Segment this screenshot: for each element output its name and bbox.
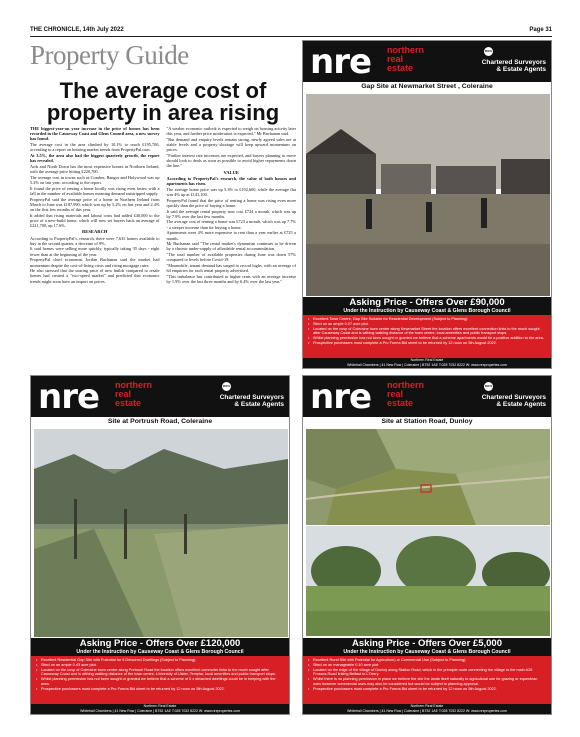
feature-item: • Located on the cusp of Coleraine town centre along Newmarket Street the location offers excellent connection links to the much sought after Causeway Coast and is withing walking distance of the town centre, local amenities and public transport stops. (313, 327, 545, 337)
feature-item: • Prospective purchasers must complete a Pro Forma Bid sheet to be returned by 12 noon on 5th August 2022. (313, 341, 545, 346)
article-paragraph: It found the price of renting a home locally was rising even faster, with a fall in the number of available homes meaning demand outstripped supply. (30, 185, 160, 196)
agent-footer (303, 358, 551, 368)
article-paragraph: Mr Buchanan said "The rental market's dynamism continues to be driven by a chronic under-supply of affordable rental accommodation. (166, 241, 296, 252)
nre-logo: nre (310, 42, 372, 82)
feature-item: • Whilst planning permission has not been sought or granted we believe that a scheme apartments would be a positive addition to the area. (313, 336, 545, 341)
brand-bar (303, 41, 551, 82)
firm-line: & Estate Agents (496, 66, 546, 73)
page-number: Page 31 (529, 27, 552, 33)
brand-words (387, 381, 424, 408)
asking-price: Asking Price - Offers Over £90,000 (349, 297, 505, 308)
brand-words (115, 381, 152, 408)
footer-line: Northern Real Estate (410, 358, 444, 362)
listing-title: Gap Site at Newmarket Street , Coleraine (361, 83, 493, 90)
listing-panel-2 (30, 375, 290, 715)
feature-item: • Sited on an ample 0.07 acre plot. (313, 322, 545, 327)
article-headline: The average cost of property in area rising (46, 78, 280, 125)
brand-bar (303, 376, 551, 417)
feature-item: • Prospective purchasers must complete a Pro Forma Bid sheet to be returned by 12 noon on 5th August 2022. (313, 687, 545, 692)
brand-bar (31, 376, 289, 417)
firm-name (220, 394, 284, 408)
article-paragraph: The average cost of renting a home was £723 a month, which was up 7.7% - a steeper increase than for buying a home. (166, 219, 296, 230)
agent-footer (31, 704, 289, 714)
feature-item: • Prospective purchasers must complete a Pro Forma Bid sheet to be returned by 12 noon on 5th August 2022. (41, 687, 283, 692)
firm-line: & Estate Agents (234, 401, 284, 408)
article-paragraph: PropertyPal chief economist Jordan Buchanan said the market had momentum despite the cost-of-living crisis and rising mortgage rates. (30, 257, 160, 268)
feature-item: • Excellent Town Centre, Gap Site Suitable for Residential Development (Subject to Planning). (313, 317, 545, 322)
article-paragraph: "Further interest rate increases are expected, and buyers planning to move should look to deals as soon as possible to avoid higher repayments down the line." (166, 153, 296, 169)
rics-badge: RICS (222, 382, 231, 391)
article-paragraph: It said the average rental property now cost £724 a month, which was up by 7.9% over the last few months. (166, 208, 296, 219)
brand-word: real (387, 389, 404, 399)
feature-item: • Located on the cusp of Coleraine town centre along Portrush Road the location offers excellent commuter links to the much sought after Causeway Coast and is withing walking distance of the town centre, University of Ulster, Templar, local amenities and public transport stops. (41, 668, 283, 678)
asking-price-bar (303, 638, 551, 656)
firm-name (482, 394, 546, 408)
article-paragraph: It said homes were selling more quickly, typically taking 35 days - eight fewer than at the beginning of the year. (30, 246, 160, 257)
brand-word: estate (387, 63, 414, 73)
article-subheading: RESEARCH (81, 229, 108, 235)
footer-line: Whitehall Chambers | 41 New Row | Coleraine | BT52 1AE T:028 7032 8222 W: www.nrepropertes.com (347, 708, 507, 713)
article-paragraph: THE biggest-year-on year increase in the price of homes has been recorded in the Causeway Coast and Glens Council area, a new survey has found. (30, 126, 160, 142)
feature-item: • Whilst there is no planning permission in place we believe the site the lands itself naturally to agricultural use for grazing or equestrian uses however commercial uses may also be considered but would be subject to planning approval. (313, 677, 545, 687)
feature-item: • Sited on an ample 0.43 acre plot. (41, 663, 283, 668)
footer-line: Whitehall Chambers | 41 New Row | Coleraine | BT52 1AE T:028 7032 8222 W: www.nrepropertes.com (80, 708, 240, 713)
site-map (306, 429, 550, 525)
article-paragraph: At 3.5%, the area also had the biggest quarterly growth, the report has revealed. (30, 153, 160, 164)
footer-line: Northern Real Estate (143, 704, 177, 708)
feature-list (303, 656, 551, 706)
article-paragraph: According to PropertyPal's research, the value of both houses and apartments has risen. (166, 175, 296, 187)
feature-item: • Sited on an manageable 0.10 acre plot. (313, 663, 545, 668)
article-paragraph: The average cost in the area climbed by 10.1% to reach £195,700, according to a report on housing market trends from PropertyPal.com. (30, 142, 160, 153)
rics-badge: RICS (484, 47, 493, 56)
article-paragraph: PropertyPal found that the price of renting a home was rising even more quickly than the price of buying a home. (166, 197, 296, 208)
article-paragraph: According to PropertyPal's, research, there were 7,635 homes available to buy in the second quarter, a decrease of 9%. (30, 235, 160, 246)
article-subheading: VALUE (223, 169, 239, 175)
nre-logo: nre (310, 377, 372, 417)
instruction: Under the Instruction by Causeway Coast & Glens Borough Council (343, 308, 511, 314)
article-paragraph: "But demand and enquiry levels remain strong, newly agreed sales are at stable levels and a property shortage will keep upward momentum on prices. (166, 136, 296, 153)
agent-footer (303, 704, 551, 714)
site-photo (306, 94, 550, 296)
firm-line: Chartered Surveyors (219, 394, 284, 401)
brand-word: northern (387, 380, 424, 390)
nre-logo: nre (38, 377, 100, 417)
article-paragraph: Apartments were 4% more expensive to rent than a year earlier at £725 a month. (166, 230, 296, 241)
masthead-paper: THE CHRONICLE, 14th July 2022 (30, 27, 124, 33)
asking-price: Asking Price - Offers Over £120,000 (79, 638, 241, 649)
article-paragraph: Ards and North Down has the most expensive homes in Northern Ireland, with the average price hitting £220,700. (30, 163, 160, 175)
brand-word: real (387, 54, 404, 64)
listing-title: Site at Portrush Road, Coleraine (107, 418, 213, 425)
asking-price-bar (303, 297, 551, 315)
article-paragraph: "A weaker economic outlook is expected to weigh on housing activity later this year, and further price moderation is expected," Mr Buchanan said. (166, 126, 296, 137)
firm-line: & Estate Agents (496, 401, 546, 408)
feature-item: • Excellent Rural Site with Potential for Agriculture) or Commercial Use (Subject to Planning). (313, 658, 545, 663)
feature-list (31, 656, 289, 706)
feature-item: • Excellent Residential Gap Site with Potential for 5 Detached Dwellings (Subject to Planning). (41, 658, 283, 663)
feature-item: • Located on the edge of the village of Dunloy along Station Road, which is the principle route connecting the village to the main A26 Frosses Road linking Belfast to L'Derry. (313, 668, 545, 678)
brand-word: northern (115, 380, 152, 390)
article-paragraph: "This imbalance has contributed to higher rents with an average increase by 1.9% over the last three months and by 6.4% over the last year." (166, 273, 296, 285)
article-paragraph: The average cost in towns such as Comber, Bangor and Holywood was up 5.2% on last year, according to the report. (30, 174, 160, 186)
article-paragraph: The average home price was up 5.3% to £192,600, while the average flat was 4% up at £141,100. (166, 186, 296, 197)
brand-word: real (115, 389, 132, 399)
article-paragraph: He also stressed that the soaring price of new builds compared to resale homes had created a "two-speed market" and predicted that economic trends might soon have an impact on prices. (30, 268, 160, 284)
asking-price: Asking Price - Offers Over £5,000 (352, 638, 502, 649)
listing-panel-3 (302, 375, 552, 715)
site-photo (306, 526, 550, 636)
article-paragraph: "Meanwhile, tenant demand has surged to record highs, with an average of 64 enquiries for each rental property advertised. (166, 263, 296, 274)
footer-line: Whitehall Chambers | 41 New Row | Coleraine | BT52 1AE T:028 7032 8222 W: www.nrepropertes.com (347, 362, 507, 367)
instruction: Under the Instruction by Causeway Coast & Glens Borough Council (343, 649, 511, 655)
feature-item: • Whilst planning permission has not been sought or granted we believe that a scheme of 5 x detached dwellings could be in keeping with the area. (41, 677, 283, 687)
firm-line: Chartered Surveyors (481, 394, 546, 401)
section-title: Property Guide (30, 40, 189, 70)
rics-badge: RICS (484, 382, 493, 391)
masthead (30, 27, 552, 35)
article-paragraph: "The total number of available properties during June was down 57% compared to levels before Covid-19. (166, 252, 296, 263)
brand-word: estate (115, 398, 142, 408)
brand-words (387, 46, 424, 73)
article-paragraph: It added that rising materials and labour costs had added £40,000 to the price of a new-build home, which will now set buyers back an average of £221,700, up 17.6%. (30, 212, 160, 229)
article-body (30, 126, 296, 366)
feature-list (303, 315, 551, 360)
article-paragraph: PropertyPal said the average price of a home in Northern Ireland from March to June was £187,990, which was up by 5.2% on last year and 2.4% on the first few months of this year. (30, 196, 160, 213)
footer-line: Northern Real Estate (410, 704, 444, 708)
brand-word: northern (387, 45, 424, 55)
site-photo (34, 429, 288, 637)
instruction: Under the Instruction by Causeway Coast & Glens Borough Council (76, 649, 244, 655)
brand-word: estate (387, 398, 414, 408)
listing-title: Site at Station Road, Dunloy (381, 418, 473, 425)
listing-panel-1 (302, 40, 552, 369)
firm-line: Chartered Surveyors (481, 59, 546, 66)
asking-price-bar (31, 638, 289, 656)
firm-name (482, 59, 546, 73)
masthead-rule (30, 36, 552, 37)
